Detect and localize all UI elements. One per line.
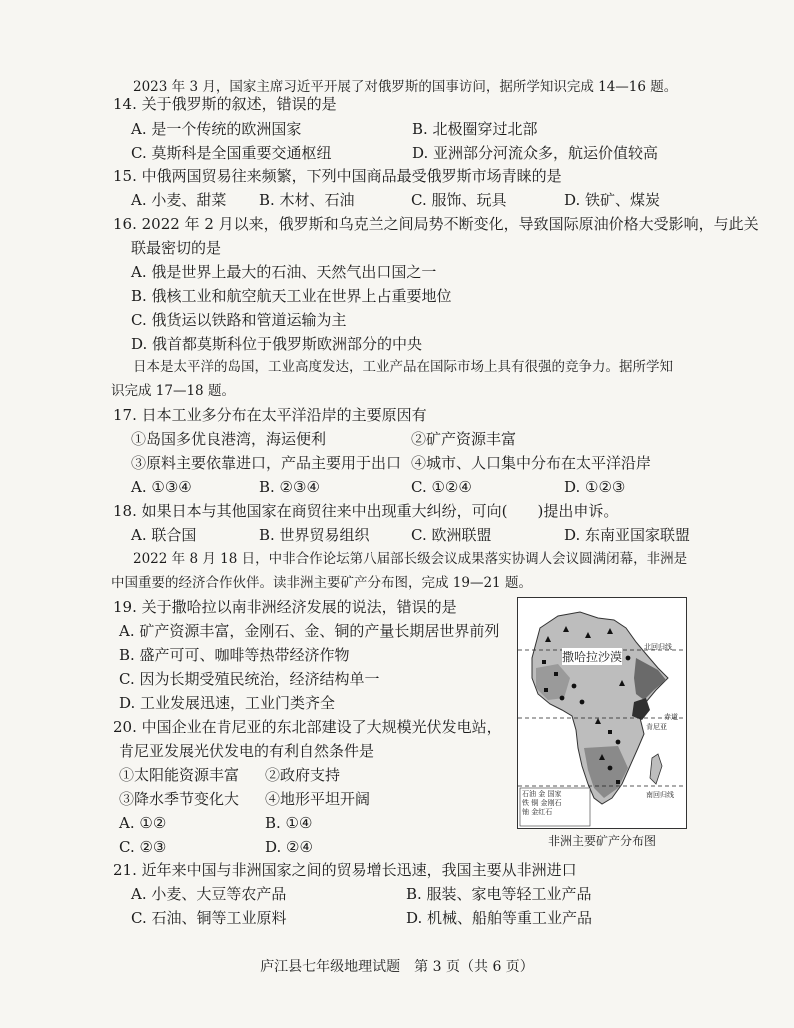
tropic-s-label: 南回归线 <box>646 791 674 799</box>
equator-label: 赤道 <box>664 713 678 721</box>
q20-option-b[interactable]: B. ①④ <box>265 814 313 832</box>
question-19-stem: 19. 关于撒哈拉以南非洲经济发展的说法，错误的是 <box>113 598 457 616</box>
q18-option-d[interactable]: D. 东南亚国家联盟 <box>564 526 691 544</box>
question-18-stem: 18. 如果日本与其他国家在商贸往来中出现重大纠纷，可向( )提出申诉。 <box>113 502 619 520</box>
q20-option-a[interactable]: A. ①② <box>119 814 167 832</box>
question-14-stem: 14. 关于俄罗斯的叙述，错误的是 <box>113 95 337 113</box>
legend-gold: 金 <box>538 790 546 798</box>
q16-option-d[interactable]: D. 俄首都莫斯科位于俄罗斯欧洲部分的中央 <box>131 335 423 353</box>
question-15-stem: 15. 中俄两国贸易往来频繁，下列中国商品最受俄罗斯市场青睐的是 <box>113 167 562 185</box>
question-16-stem-line2: 联最密切的是 <box>131 239 222 257</box>
africa-mineral-map <box>517 597 687 829</box>
q17-item-1: ①岛国多优良港湾，海运便利 <box>131 430 327 448</box>
intro-japan-line1: 日本是太平洋的岛国，工业高度发达，工业产品在国际市场上具有很强的竞争力。据所学知 <box>133 359 673 375</box>
q17-option-c[interactable]: C. ①②④ <box>411 478 472 496</box>
question-20-stem-line1: 20. 中国企业在肯尼亚的东北部建设了大规模光伏发电站， <box>113 718 502 736</box>
q20-option-d[interactable]: D. ②④ <box>265 838 313 856</box>
question-17-stem: 17. 日本工业多分布在太平洋沿岸的主要原因有 <box>113 406 427 424</box>
legend-copper: 铜 <box>531 799 539 807</box>
legend-diamond: 金刚石 <box>540 799 562 807</box>
q18-option-a[interactable]: A. 联合国 <box>131 526 197 544</box>
q15-option-c[interactable]: C. 服饰、玩具 <box>411 191 507 209</box>
q18-option-c[interactable]: C. 欧洲联盟 <box>411 526 492 544</box>
q16-option-a[interactable]: A. 俄是世界上最大的石油、天然气出口国之一 <box>131 263 437 281</box>
q16-option-c[interactable]: C. 俄货运以铁路和管道运输为主 <box>131 311 347 329</box>
q20-item-3: ③降水季节变化大 <box>119 790 240 808</box>
map-caption: 非洲主要矿产分布图 <box>547 834 656 848</box>
q20-item-1: ①太阳能资源丰富 <box>119 766 240 784</box>
q20-item-4: ④地形平坦开阔 <box>265 790 371 808</box>
q17-option-a[interactable]: A. ①③④ <box>131 478 192 496</box>
q17-item-2: ②矿产资源丰富 <box>411 430 517 448</box>
q17-option-d[interactable]: D. ①②③ <box>564 478 626 496</box>
legend-iron: 铁 <box>522 799 529 807</box>
tropic-n-label: 北回归线 <box>644 643 672 651</box>
q21-option-d[interactable]: D. 机械、船舶等重工业产品 <box>406 909 593 927</box>
intro-russia: 2023 年 3 月，国家主席习近平开展了对俄罗斯的国事访问，据所学知识完成 14—16 题。 <box>133 79 678 95</box>
q21-option-a[interactable]: A. 小麦、大豆等农产品 <box>131 885 287 903</box>
question-20-stem-line2: 肯尼亚发展光伏发电的有利自然条件是 <box>119 742 375 760</box>
intro-japan-line2: 识完成 17—18 题。 <box>111 383 235 399</box>
legend-country: 国家 <box>547 790 562 798</box>
q19-option-d[interactable]: D. 工业发展迅速，工业门类齐全 <box>119 694 336 712</box>
q17-item-3: ③原料主要依靠进口，产品主要用于出口 <box>131 454 402 472</box>
map-legend <box>522 790 590 817</box>
intro-africa-line1: 2022 年 8 月 18 日，中非合作论坛第八届部长级会议成果落实协调人会议圆满闭幕，非洲是 <box>133 551 688 567</box>
q14-option-d[interactable]: D. 亚洲部分河流众多，航运价值较高 <box>412 144 659 162</box>
legend-uranium: 铀 <box>522 808 529 816</box>
q21-option-c[interactable]: C. 石油、铜等工业原料 <box>131 909 287 927</box>
question-21-stem: 21. 近年来中国与非洲国家之间的贸易增长迅速，我国主要从非洲进口 <box>113 861 577 879</box>
q14-option-b[interactable]: B. 北极圈穿过北部 <box>412 120 538 138</box>
q17-option-b[interactable]: B. ②③④ <box>259 478 320 496</box>
q14-option-c[interactable]: C. 莫斯科是全国重要交通枢纽 <box>131 144 332 162</box>
q15-option-a[interactable]: A. 小麦、甜菜 <box>131 191 227 209</box>
kenya-label: 肯尼亚 <box>646 723 667 731</box>
question-16-stem-line1: 16. 2022 年 2 月以来，俄罗斯和乌克兰之间局势不断变化，导致国际原油价格大受影响，与此关 <box>113 215 759 233</box>
q18-option-b[interactable]: B. 世界贸易组织 <box>259 526 370 544</box>
q19-option-a[interactable]: A. 矿产资源丰富，金刚石、金、铜的产量长期居世界前列 <box>119 622 500 640</box>
q15-option-b[interactable]: B. 木材、石油 <box>259 191 355 209</box>
q15-option-d[interactable]: D. 铁矿、煤炭 <box>564 191 661 209</box>
intro-africa-line2: 中国重要的经济合作伙伴。读非洲主要矿产分布图，完成 19—21 题。 <box>111 575 532 591</box>
legend-oil: 石油 <box>522 790 536 798</box>
page-footer: 庐江县七年级地理试题 第 3 页（共 6 页） <box>260 959 534 975</box>
q20-item-2: ②政府支持 <box>265 766 341 784</box>
q21-option-b[interactable]: B. 服装、家电等轻工业产品 <box>406 885 592 903</box>
q19-option-b[interactable]: B. 盛产可可、咖啡等热带经济作物 <box>119 646 350 664</box>
q16-option-b[interactable]: B. 俄核工业和航空航天工业在世界上占重要地位 <box>131 287 452 305</box>
q17-item-4: ④城市、人口集中分布在太平洋沿岸 <box>411 454 652 472</box>
madagascar <box>650 754 662 784</box>
sahara-label: 撒哈拉沙漠 <box>562 650 623 664</box>
q14-option-a[interactable]: A. 是一个传统的欧洲国家 <box>131 120 302 138</box>
q19-option-c[interactable]: C. 因为长期受殖民统治，经济结构单一 <box>119 670 380 688</box>
q20-option-c[interactable]: C. ②③ <box>119 838 167 856</box>
legend-rutile: 金红石 <box>531 808 553 816</box>
